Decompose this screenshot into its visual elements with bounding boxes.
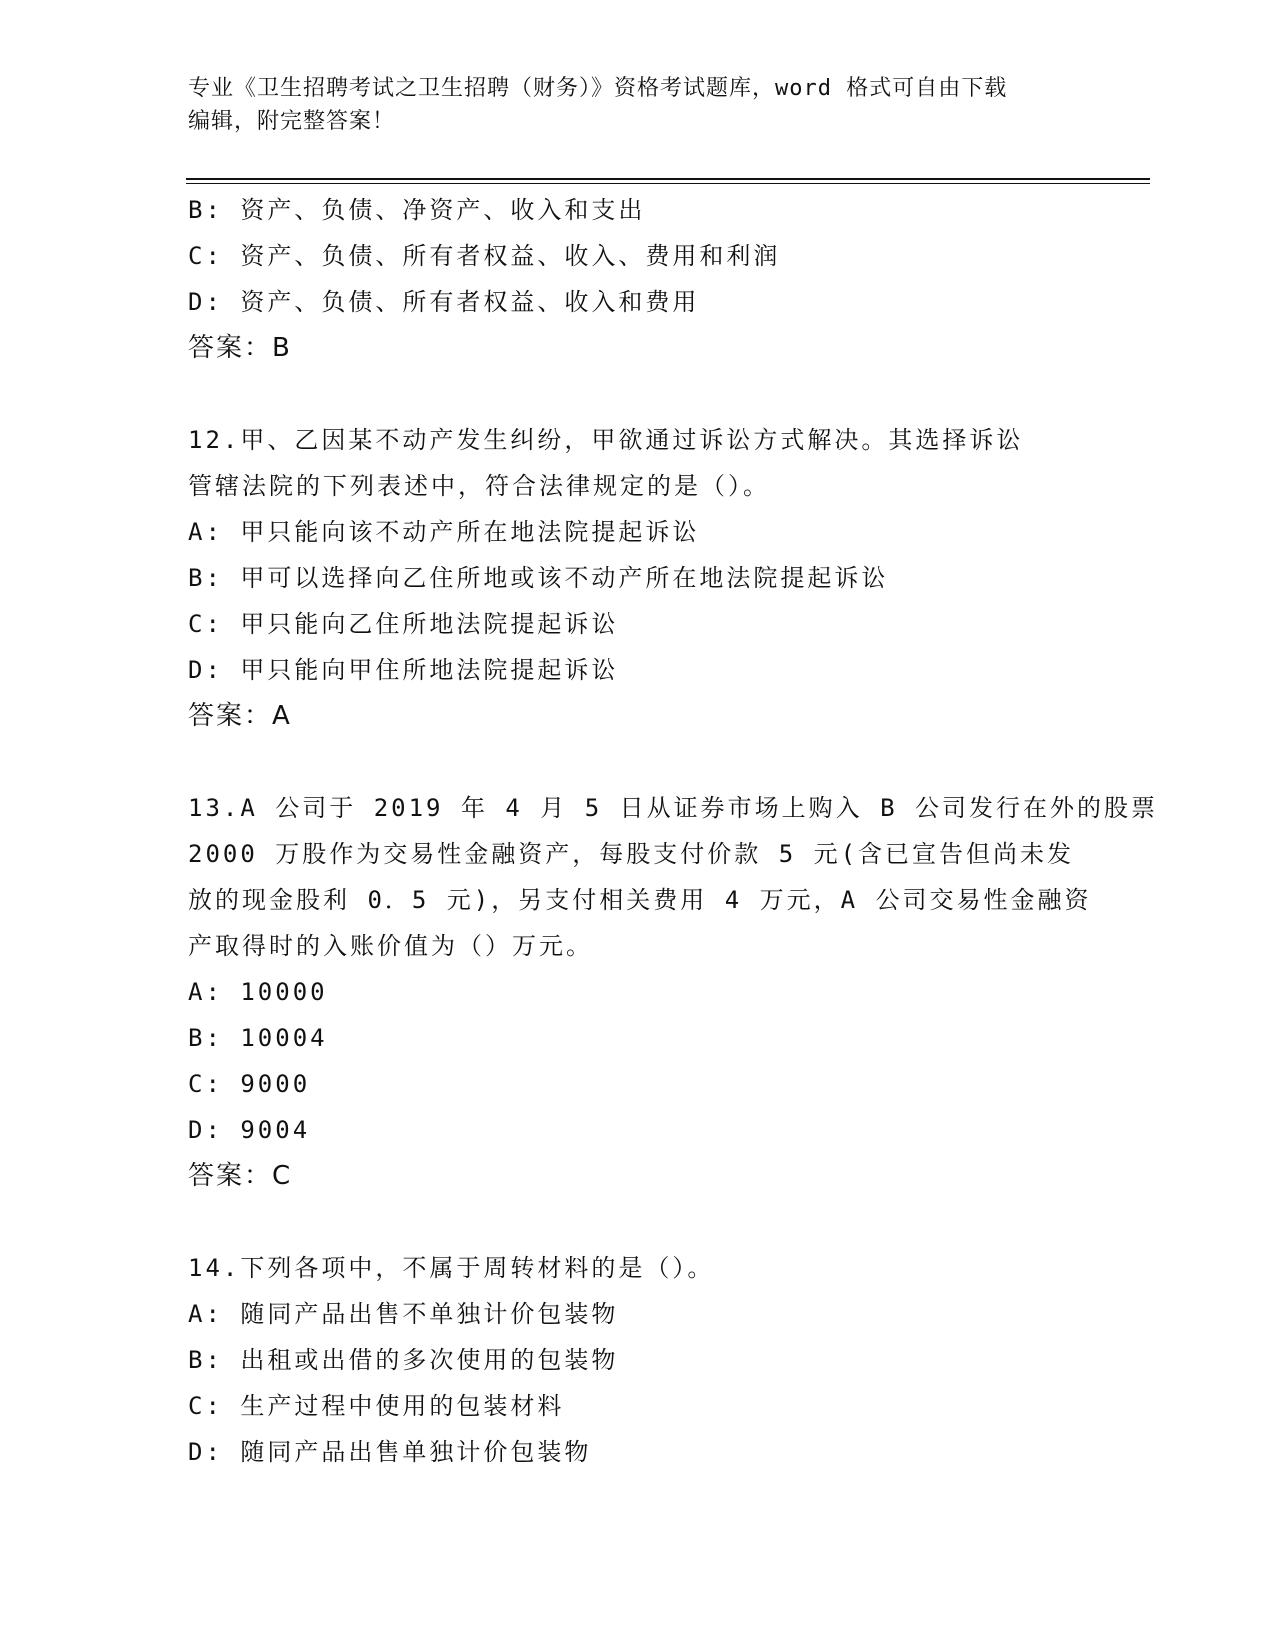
question-stem-line: 产取得时的入账价值为（）万元。: [188, 932, 593, 960]
option-b: B: 甲可以选择向乙住所地或该不动产所在地法院提起诉讼: [188, 564, 889, 592]
header-line-1: 专业《卫生招聘考试之卫生招聘（财务）》资格考试题库，word 格式可自由下载: [188, 76, 1008, 101]
option-a: A: 甲只能向该不动产所在地法院提起诉讼: [188, 518, 700, 546]
spacer: [188, 739, 1088, 785]
option-b: B: 10004: [188, 1024, 328, 1052]
header-rule-thin: [186, 183, 1150, 184]
question-stem-line: 13.A 公司于 2019 年 4 月 5 日从证券市场上购入 B 公司发行在外的股票: [188, 794, 1158, 822]
question-stem-line: 12.甲、乙因某不动产发生纠纷，甲欲通过诉讼方式解决。其选择诉讼: [188, 426, 1024, 454]
option-c: C: 资产、负债、所有者权益、收入、费用和利润: [188, 242, 781, 270]
option-d: D: 9004: [188, 1116, 311, 1144]
option-d: D: 随同产品出售单独计价包装物: [188, 1438, 592, 1466]
option-b: B: 资产、负债、净资产、收入和支出: [188, 196, 646, 224]
spacer: [188, 1199, 1088, 1245]
answer: 答案：B: [188, 333, 292, 363]
question-stem-line: 管辖法院的下列表述中，符合法律规定的是（）。: [188, 472, 770, 500]
question-stem-line: 放的现金股利 0．5 元)，另支付相关费用 4 万元，A 公司交易性金融资: [188, 886, 1092, 914]
option-c: C: 生产过程中使用的包装材料: [188, 1392, 565, 1420]
spacer: [188, 371, 1088, 417]
question-content: [188, 187, 1158, 1475]
option-a: A: 随同产品出售不单独计价包装物: [188, 1300, 619, 1328]
option-a: A: 10000: [188, 978, 328, 1006]
header-line-2: 编辑，附完整答案！: [188, 109, 396, 134]
question-stem-line: 14.下列各项中，不属于周转材料的是（）。: [188, 1254, 715, 1282]
question-12: [188, 417, 1088, 739]
option-c: C: 9000: [188, 1070, 311, 1098]
header-rule: [186, 178, 1150, 180]
question-14: [188, 1245, 1088, 1475]
answer: 答案：C: [188, 1161, 293, 1191]
option-d: D: 资产、负债、所有者权益、收入和费用: [188, 288, 700, 316]
question-13: [188, 785, 1158, 1199]
document-header: [188, 72, 1088, 138]
option-d: D: 甲只能向甲住所地法院提起诉讼: [188, 656, 619, 684]
question-stem-line: 2000 万股作为交易性金融资产，每股支付价款 5 元(含已宣告但尚未发: [188, 840, 1075, 868]
question-11: [188, 187, 1088, 371]
option-c: C: 甲只能向乙住所地法院提起诉讼: [188, 610, 619, 638]
answer: 答案：A: [188, 701, 292, 731]
option-b: B: 出租或出借的多次使用的包装物: [188, 1346, 619, 1374]
